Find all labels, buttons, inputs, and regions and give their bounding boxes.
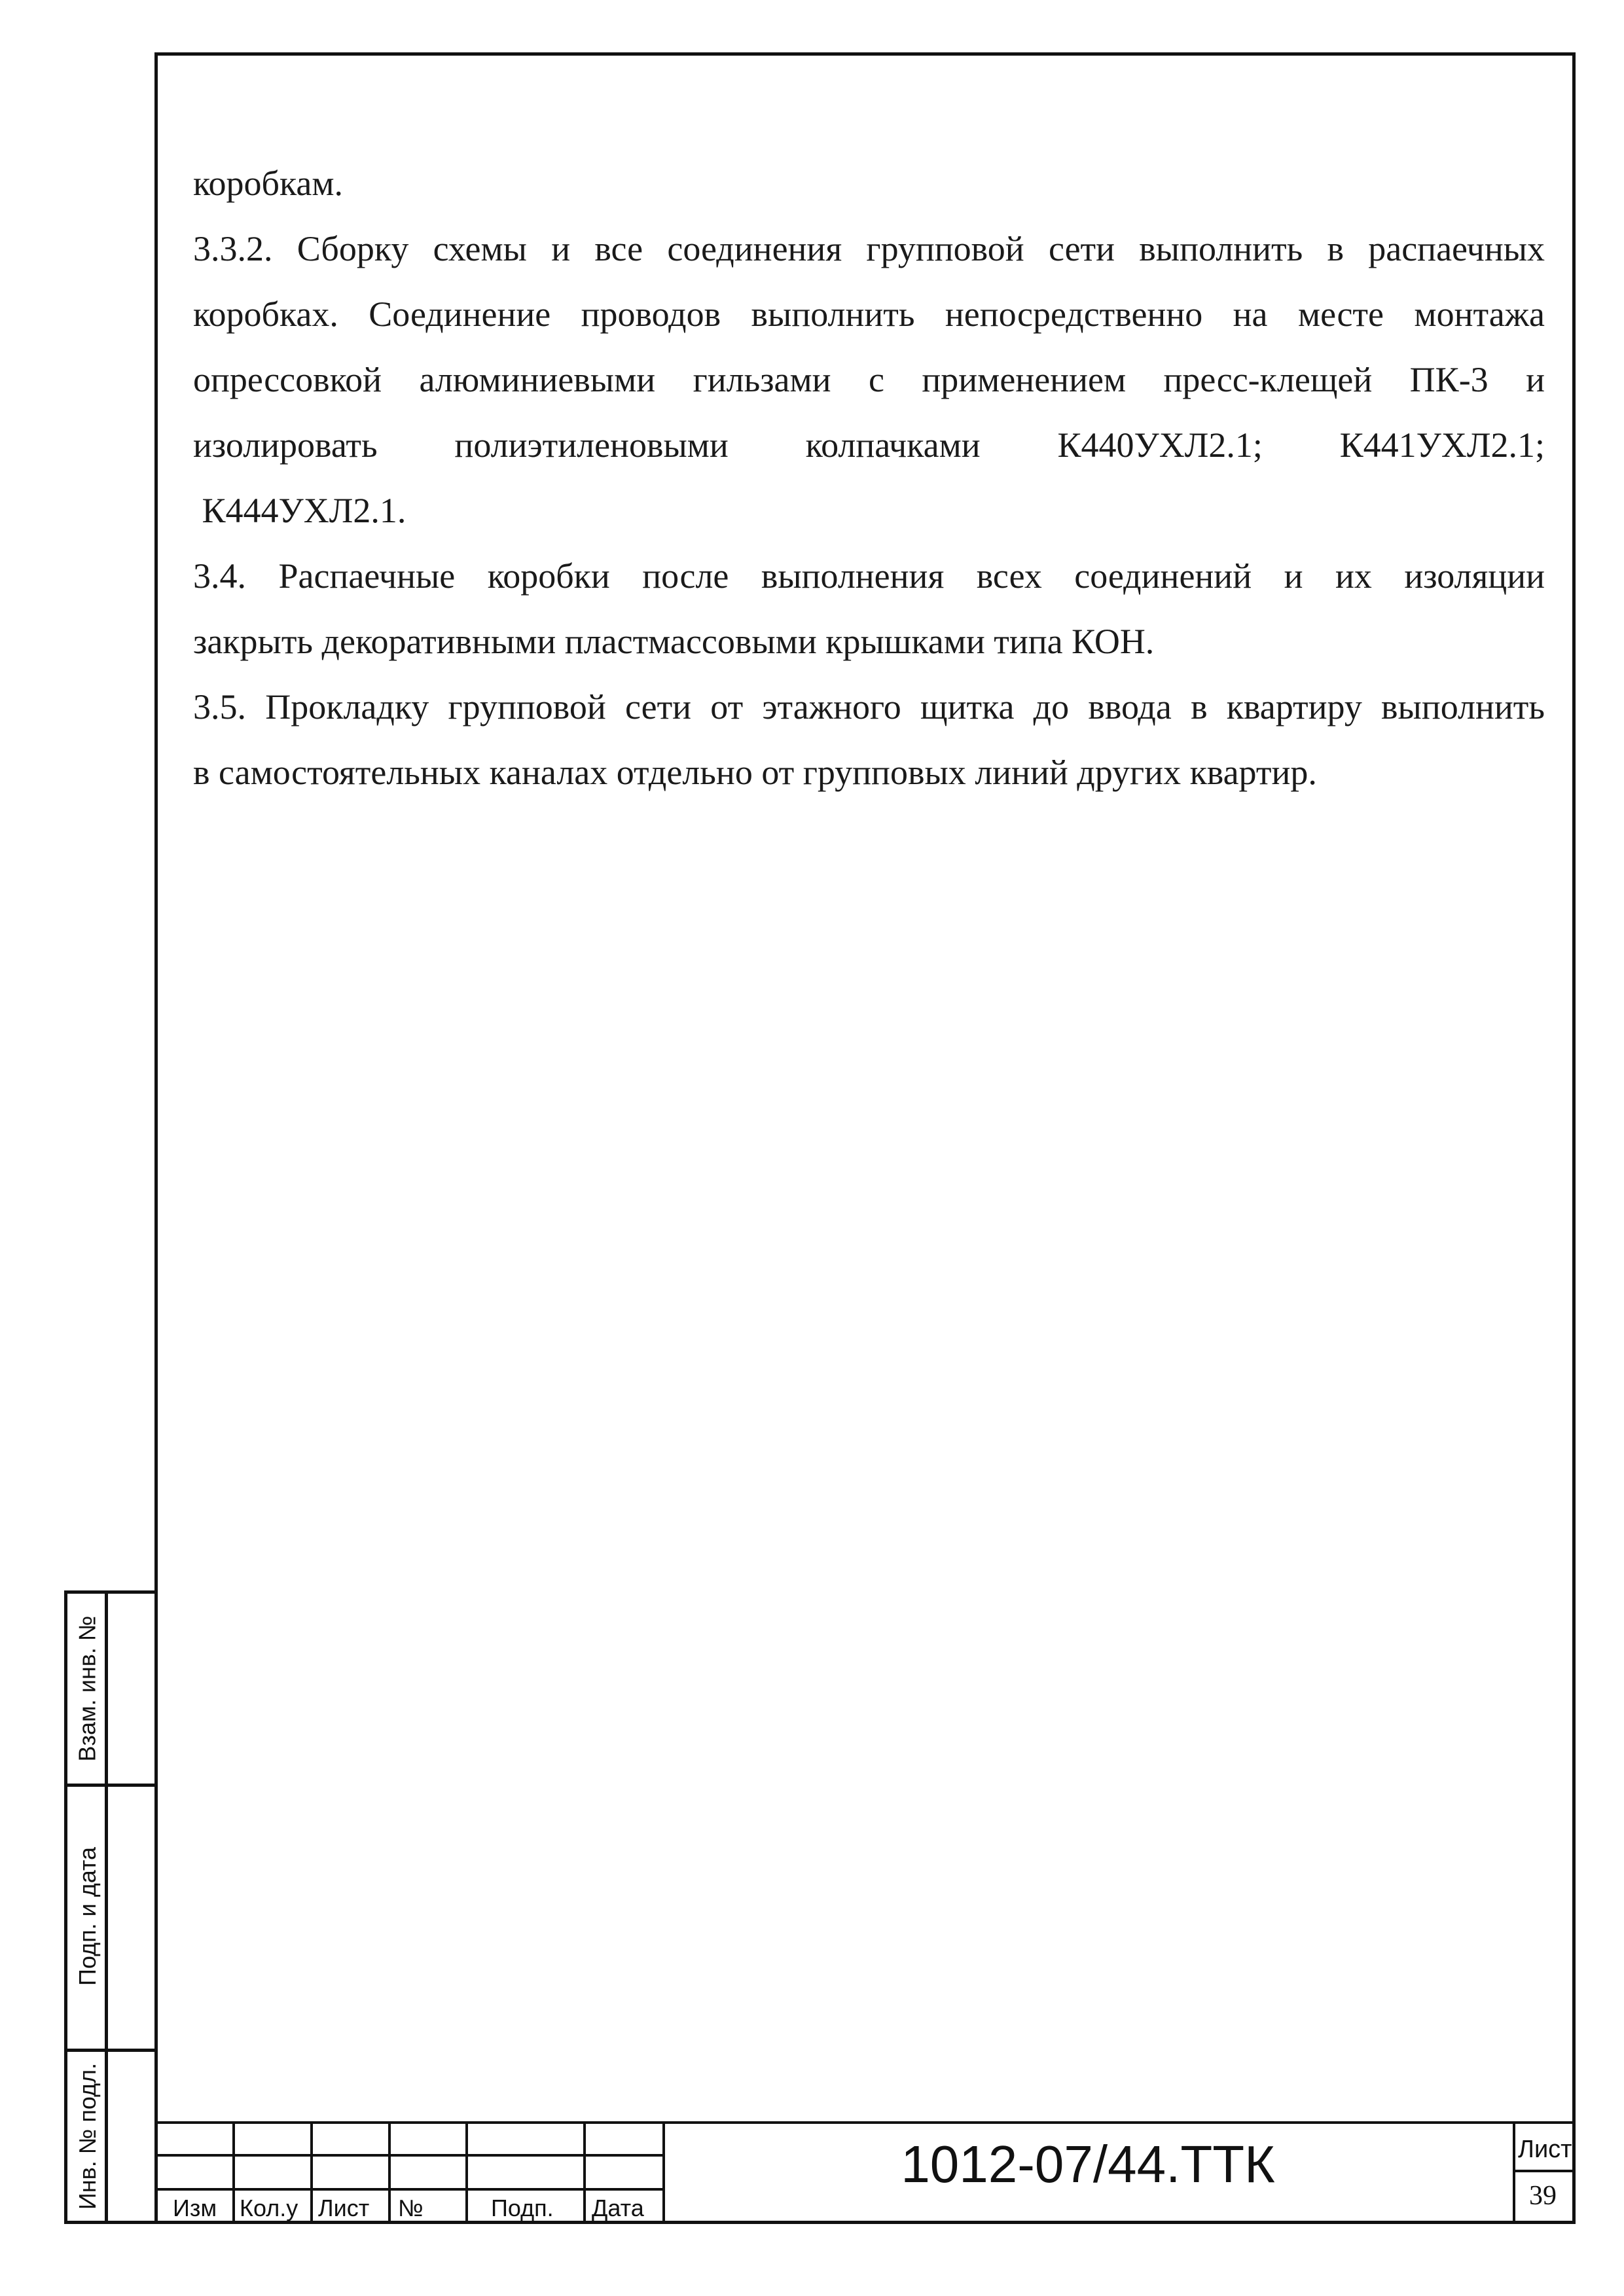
title-block-rule xyxy=(1513,2170,1576,2172)
sheet-label: Лист xyxy=(1518,2136,1572,2163)
sheet-number: 39 xyxy=(1529,2181,1557,2211)
col-kol-label: Кол.у xyxy=(240,2195,298,2221)
col-num-label: № xyxy=(398,2195,424,2221)
title-block-divider xyxy=(310,2121,313,2224)
text-line: изолировать полиэтиленовыми колпачками К440УХЛ2.1; К441УХЛ2.1; xyxy=(193,425,1545,465)
document-code: 1012-07/44.ТТК xyxy=(901,2135,1275,2193)
text-line: коробках. Соединение проводов выполнить непосредственно на месте монтажа xyxy=(193,295,1545,334)
inv-podl-label: Инв. № подл. xyxy=(74,2062,101,2210)
podp-data-cell xyxy=(70,1784,105,2049)
title-block-divider xyxy=(388,2121,391,2224)
vzam-inv-cell xyxy=(70,1594,105,1784)
text-line: опрессовкой алюминиевыми гильзами с применением пресс-клещей ПК-3 и xyxy=(193,360,1545,399)
title-block-border xyxy=(154,2121,1576,2124)
title-block-rule xyxy=(154,2188,662,2191)
text-line: К444УХЛ2.1. xyxy=(193,491,406,530)
text-line: 3.5. Прокладку групповой сети от этажного щитка до ввода в квартиру выполнить xyxy=(193,687,1545,726)
podp-data-label: Подп. и дата xyxy=(74,1846,101,1986)
title-block-divider xyxy=(232,2121,235,2224)
vzam-inv-label: Взам. инв. № xyxy=(74,1615,101,1762)
col-list-label: Лист xyxy=(318,2195,370,2221)
inv-podl-cell xyxy=(70,2049,105,2224)
text-line: коробкам. xyxy=(193,164,344,203)
col-data-label: Дата xyxy=(592,2195,644,2221)
text-line: 3.3.2. Сборку схемы и все соединения групповой сети выполнить в распаечных xyxy=(193,229,1545,268)
title-block-divider xyxy=(583,2121,586,2224)
document-body xyxy=(193,151,1545,805)
side-stamp xyxy=(64,1590,156,2224)
text-line: закрыть декоративными пластмассовыми крышками типа КОН. xyxy=(193,622,1155,661)
title-block xyxy=(154,2121,1576,2224)
text-line: в самостоятельных каналах отдельно от групповых линий других квартир. xyxy=(193,753,1317,792)
title-block-rule xyxy=(154,2154,662,2157)
text-line: 3.4. Распаечные коробки после выполнения всех соединений и их изоляции xyxy=(193,556,1545,596)
col-izm-label: Изм xyxy=(173,2195,217,2221)
title-block-divider xyxy=(465,2121,468,2224)
col-podp-label: Подп. xyxy=(491,2195,554,2221)
